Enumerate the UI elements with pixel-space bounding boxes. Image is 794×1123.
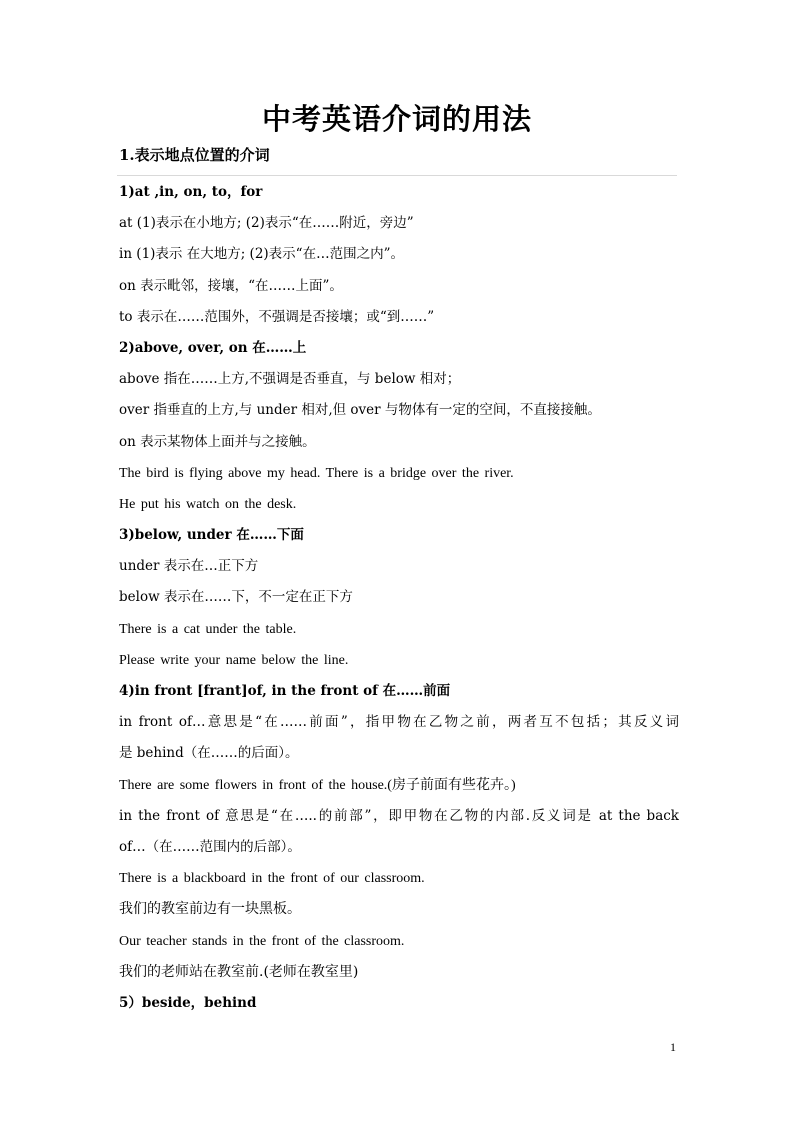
body-line: to 表示在……范围外，不强调是否接壤；或“到……” (119, 308, 435, 325)
page-title: 中考英语介词的用法 (261, 102, 532, 136)
body-line: There is a cat under the table. (119, 621, 297, 637)
body-line: Our teacher stands in the front of the classroom. (119, 933, 405, 949)
body-line: at (1)表示在小地方; (2)表示“在……附近，旁边” (119, 215, 414, 232)
body-line: on 表示某物体上面并与之接触。 (119, 433, 316, 450)
body-line: above 指在……上方,不强调是否垂直，与 below 相对； (119, 371, 461, 388)
body-line: of…（在……范围内的后部）。 (119, 838, 301, 855)
body-line: on 表示毗邻，接壤，“在……上面”。 (119, 277, 343, 294)
subheading-line: 3)below, under 在……下面 (119, 527, 304, 544)
subheading-line: 1)at ,in, on, to，for (119, 184, 263, 200)
body-line: in front of…意思是“在……前面”，指甲物在乙物之前，两者互不包括；其反义词 (119, 714, 679, 731)
body-line: 我们的教室前边有一块黑板。 (119, 901, 301, 918)
heading-divider (117, 175, 677, 176)
body-line: Please write your name below the line. (119, 652, 349, 668)
body-line: The bird is flying above my head. There is a bridge over the river. (119, 465, 514, 481)
page-number: 1 (670, 1040, 676, 1054)
body-line: below 表示在……下，不一定在正下方 (119, 589, 353, 606)
body-line: He put his watch on the desk. (119, 496, 297, 512)
subheading-line: 5）beside，behind (119, 994, 257, 1011)
body-line: There is a blackboard in the front of our classroom. (119, 871, 425, 887)
body-line: 是 behind（在……的后面）。 (119, 745, 299, 762)
document-body (119, 177, 679, 1019)
body-line: There are some flowers in front of the house.(房子前面有些花卉。) (119, 777, 516, 793)
body-line: in the front of 意思是“在…..的前部”，即甲物在乙物的内部.反义词是 at the back (119, 807, 679, 824)
body-line: over 指垂直的上方,与 under 相对,但 over 与物体有一定的空间，不直接接触。 (119, 402, 601, 419)
body-line: 我们的老师站在教室前.(老师在教室里) (119, 963, 359, 980)
section-heading: 1.表示地点位置的介词 (119, 146, 270, 164)
subheading-line: 2)above, over, on 在……上 (119, 339, 307, 356)
body-line: in (1)表示 在大地方; (2)表示“在…范围之内”。 (119, 246, 404, 263)
body-line: under 表示在…正下方 (119, 558, 259, 575)
subheading-line: 4)in front [frant]of, in the front of 在……前面 (119, 683, 451, 699)
